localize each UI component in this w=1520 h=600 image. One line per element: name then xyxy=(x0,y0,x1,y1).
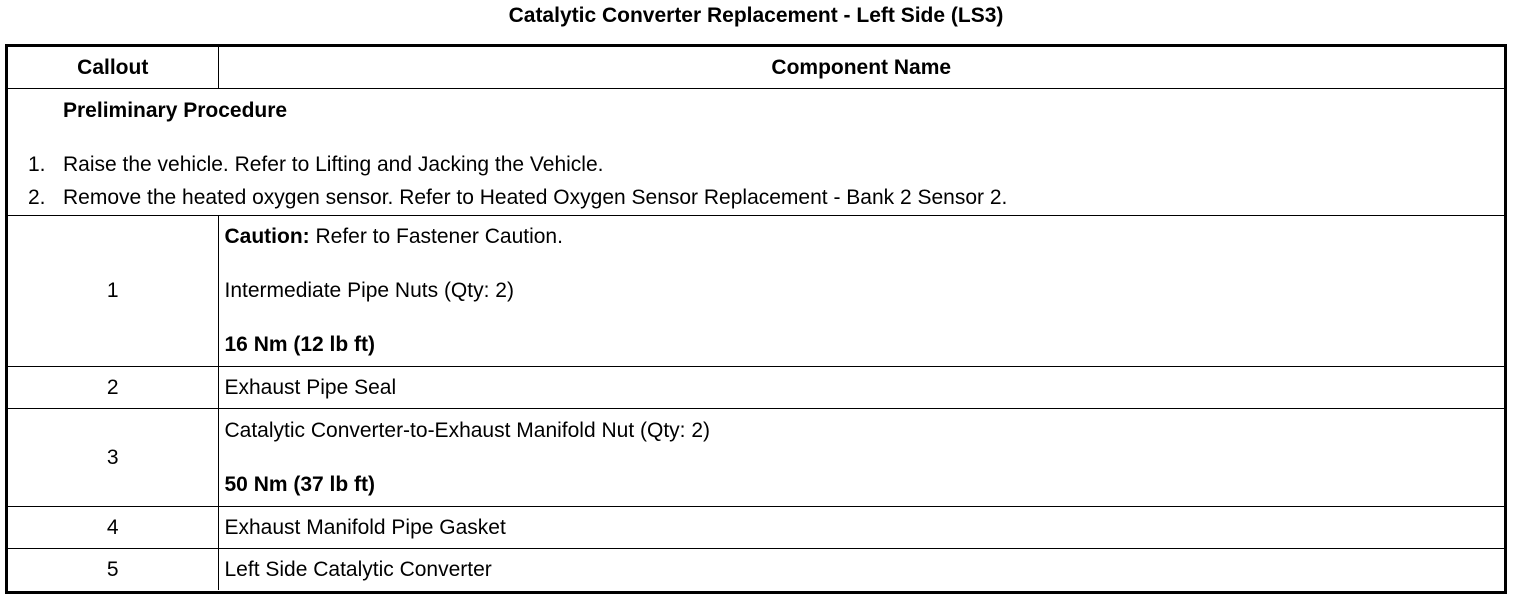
step-text: Remove the heated oxygen sensor. Refer to Heated Oxygen Sensor Replacement - Bank 2 Sensor 2. xyxy=(63,186,1008,209)
callout-cell: 1 xyxy=(8,216,218,367)
preliminary-procedure-row xyxy=(8,89,1504,216)
step-number: 2. xyxy=(28,186,46,209)
caution-text: Refer to Fastener Caution. xyxy=(309,225,563,248)
callout-cell: 2 xyxy=(8,367,218,409)
component-name-column-header: Component Name xyxy=(218,47,1504,89)
step-number: 1. xyxy=(28,153,46,176)
table-row xyxy=(8,549,1504,591)
callout-column-header: Callout xyxy=(8,47,218,89)
component-name: Exhaust Manifold Pipe Gasket xyxy=(218,507,1504,549)
torque-spec: 50 Nm (37 lb ft) xyxy=(224,472,376,496)
table-row xyxy=(8,507,1504,549)
torque-spec: 16 Nm (12 lb ft) xyxy=(224,333,376,356)
page-title: Catalytic Converter Replacement - Left Side (LS3) xyxy=(508,4,1004,27)
table-row xyxy=(8,409,1504,507)
component-cell xyxy=(218,216,1504,367)
component-name: Left Side Catalytic Converter xyxy=(218,549,1504,591)
callout-cell: 5 xyxy=(8,549,218,591)
preliminary-procedure-title: Preliminary Procedure xyxy=(63,99,288,122)
step-text: Raise the vehicle. Refer to Lifting and Jacking the Vehicle. xyxy=(63,153,604,176)
table-row xyxy=(8,367,1504,409)
components-table xyxy=(5,44,1507,594)
component-name: Intermediate Pipe Nuts (Qty: 2) xyxy=(224,279,514,302)
caution-note xyxy=(225,225,1499,249)
caution-label: Caution: xyxy=(224,225,310,248)
component-name: Exhaust Pipe Seal xyxy=(218,367,1504,409)
component-name: Catalytic Converter-to-Exhaust Manifold Nut (Qty: 2) xyxy=(224,418,711,442)
table-header-row xyxy=(8,47,1504,89)
table-row xyxy=(8,216,1504,367)
component-cell xyxy=(218,409,1504,507)
preliminary-procedure xyxy=(8,89,1504,216)
callout-cell: 3 xyxy=(8,409,218,507)
callout-cell: 4 xyxy=(8,507,218,549)
